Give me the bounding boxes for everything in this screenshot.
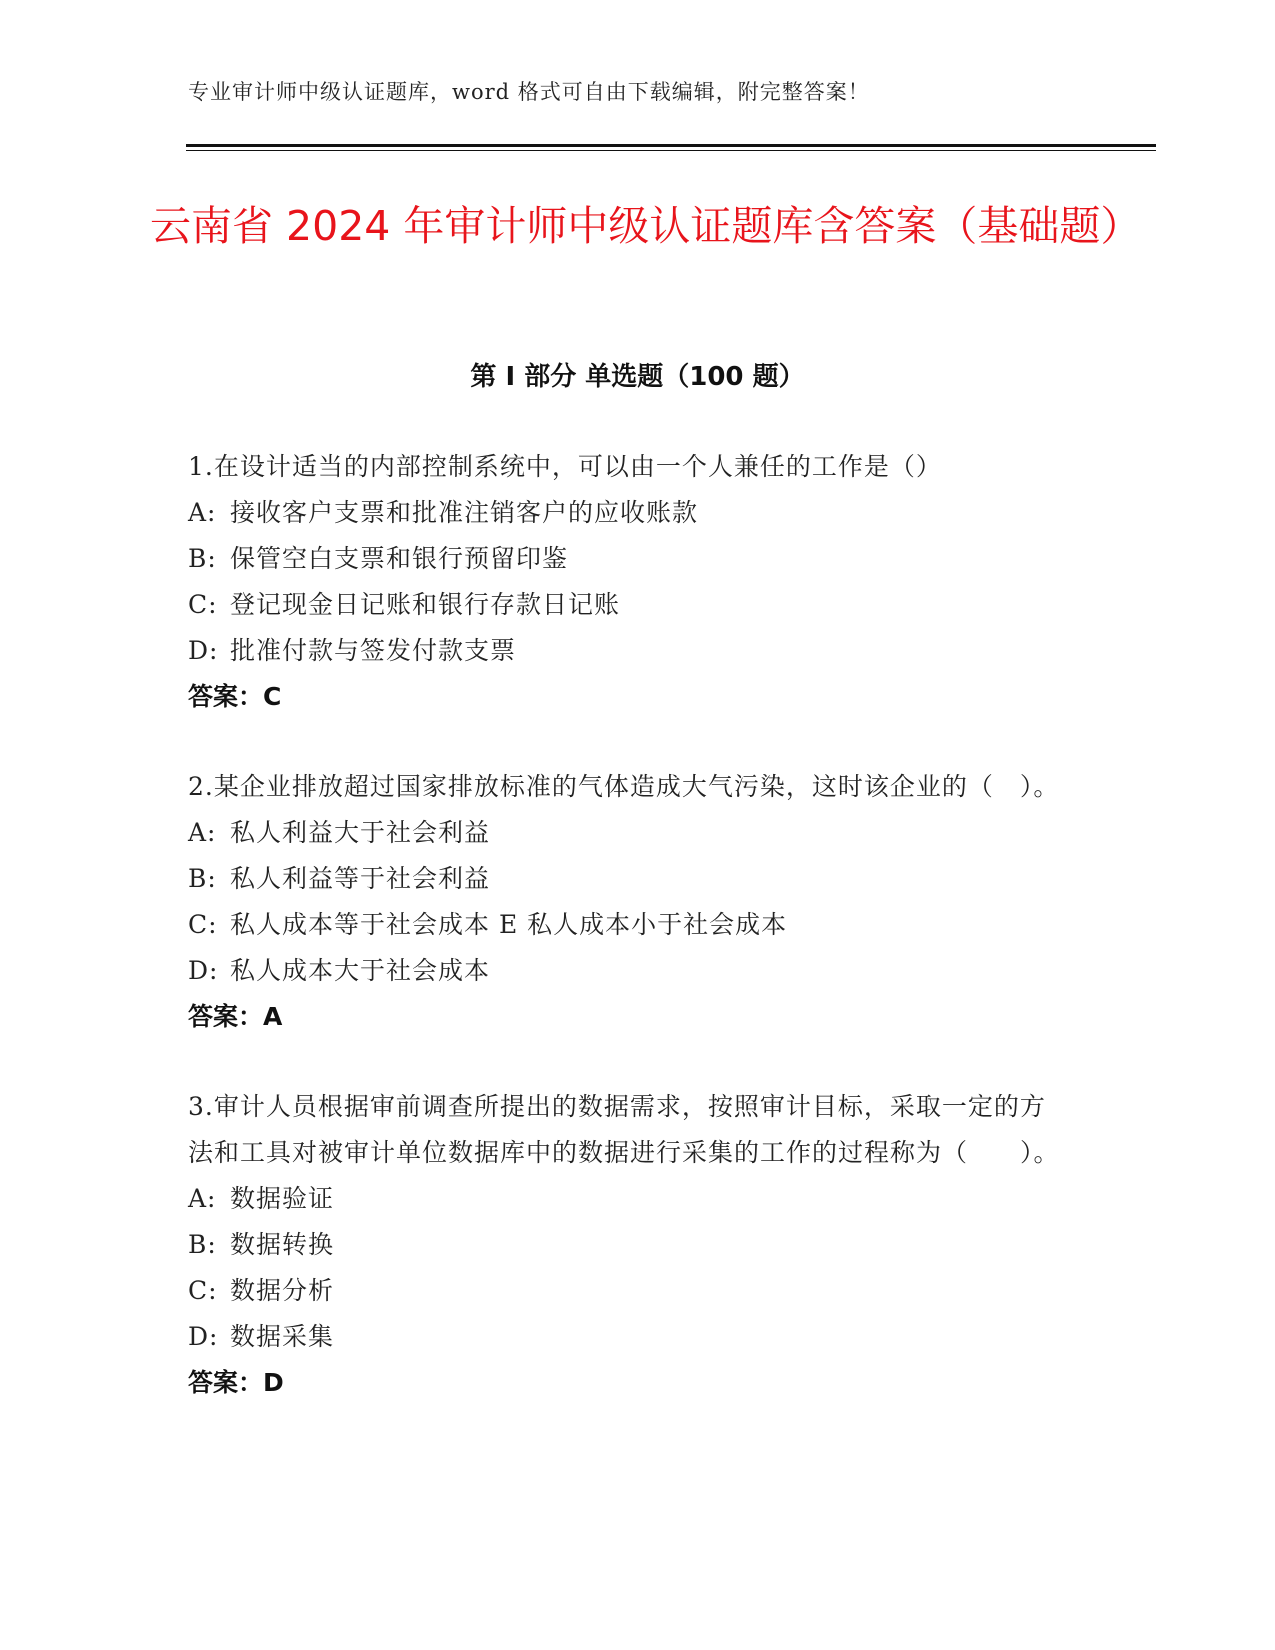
option-letter: D:: [188, 636, 219, 665]
option-d: [188, 628, 1068, 674]
header-note: 专业审计师中级认证题库，word 格式可自由下载编辑，附完整答案！: [188, 80, 870, 104]
option-text: 保管空白支票和银行预留印鉴: [230, 544, 569, 573]
option-c: [188, 1268, 1068, 1314]
question-stem: 2.某企业排放超过国家排放标准的气体造成大气污染，这时该企业的（ ）。: [188, 772, 1060, 801]
option-c: [188, 902, 1068, 948]
option-text: 数据验证: [230, 1184, 335, 1213]
option-text: 私人利益大于社会利益: [230, 818, 491, 847]
option-d: [188, 948, 1068, 994]
option-letter: D:: [188, 1322, 219, 1351]
option-letter: C:: [188, 910, 218, 939]
option-text: 私人成本等于社会成本 E 私人成本小于社会成本: [230, 910, 788, 939]
option-c: [188, 582, 1068, 628]
option-letter: A:: [188, 818, 217, 847]
question-stem: 3.审计人员根据审前调查所提出的数据需求，按照审计目标，采取一定的方法和工具对被审计单位数据库中的数据进行采集的工作的过程称为（ ）。: [188, 1092, 1060, 1167]
option-text: 数据采集: [230, 1322, 335, 1351]
answer-label: 答案：A: [188, 1002, 283, 1031]
option-text: 私人利益等于社会利益: [230, 864, 491, 893]
option-b: [188, 1222, 1068, 1268]
option-b: [188, 856, 1068, 902]
option-text: 接收客户支票和批准注销客户的应收账款: [230, 498, 699, 527]
question-1: [188, 444, 1068, 720]
option-letter: D:: [188, 956, 219, 985]
section-heading: 第 I 部分 单选题（100 题）: [470, 362, 805, 392]
option-text: 数据转换: [230, 1230, 335, 1259]
answer-label: 答案：D: [188, 1368, 284, 1397]
option-b: [188, 536, 1068, 582]
option-letter: A:: [188, 498, 217, 527]
option-a: [188, 810, 1068, 856]
option-a: [188, 490, 1068, 536]
option-letter: B:: [188, 1230, 217, 1259]
option-a: [188, 1176, 1068, 1222]
option-text: 数据分析: [230, 1276, 335, 1305]
question-list: [188, 444, 1068, 1450]
option-text: 私人成本大于社会成本: [230, 956, 491, 985]
question-3: [188, 1084, 1068, 1406]
header-rule-thin: [186, 150, 1156, 151]
option-letter: A:: [188, 1184, 217, 1213]
document-title: 云南省 2024 年审计师中级认证题库含答案（基础题）: [150, 202, 1142, 250]
option-letter: B:: [188, 864, 217, 893]
question-stem: 1.在设计适当的内部控制系统中，可以由一个人兼任的工作是（）: [188, 452, 942, 481]
header-rule-thick: [186, 144, 1156, 147]
answer-label: 答案：C: [188, 682, 282, 711]
option-letter: C:: [188, 1276, 218, 1305]
option-text: 登记现金日记账和银行存款日记账: [230, 590, 621, 619]
question-2: [188, 764, 1068, 1040]
option-letter: C:: [188, 590, 218, 619]
option-text: 批准付款与签发付款支票: [230, 636, 517, 665]
option-letter: B:: [188, 544, 217, 573]
option-d: [188, 1314, 1068, 1360]
